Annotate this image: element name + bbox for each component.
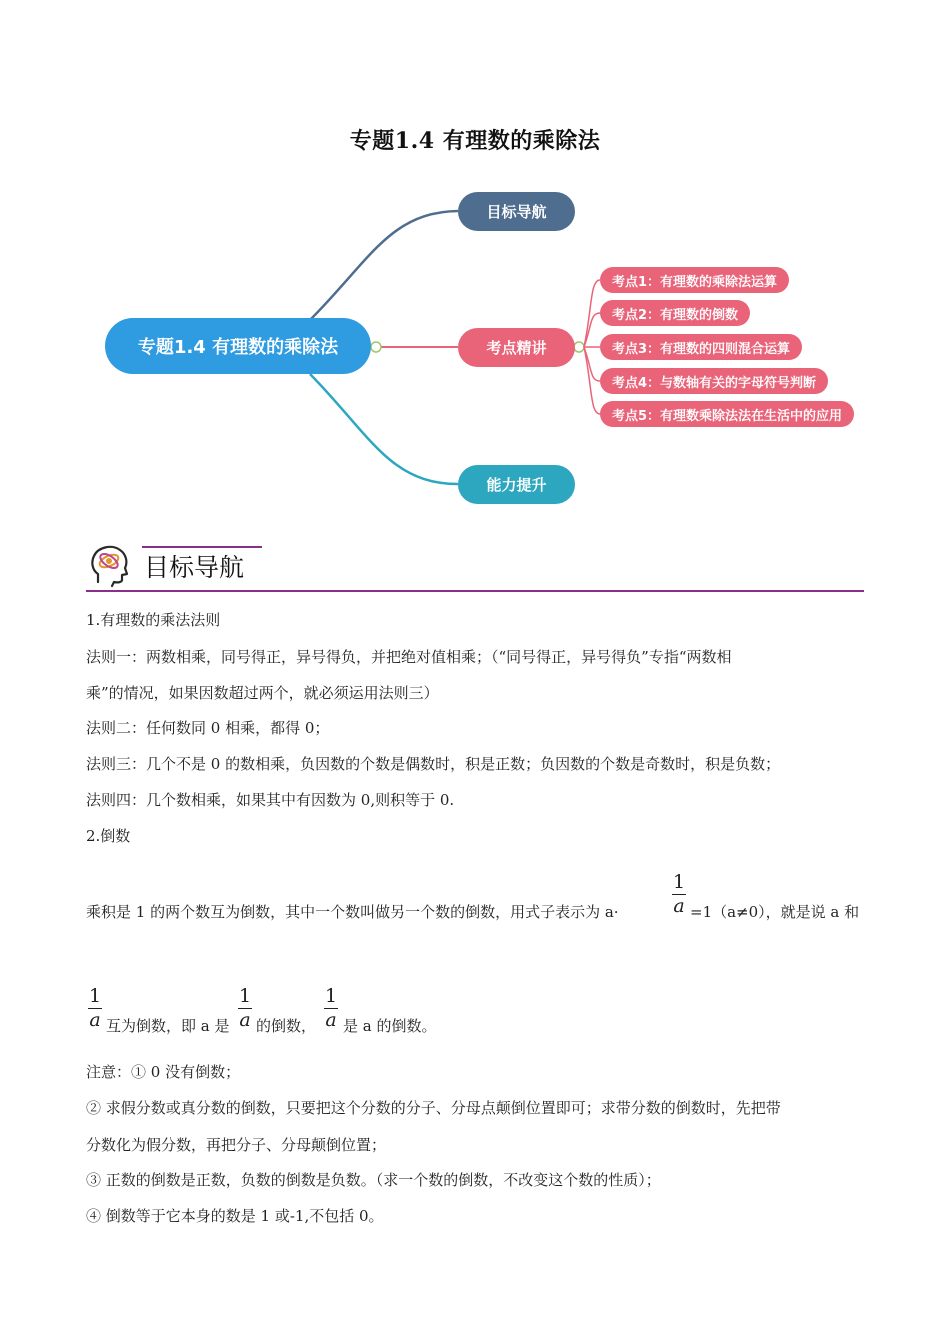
fraction-denominator: a: [89, 1009, 101, 1031]
fraction-one-over-a: [88, 986, 102, 1029]
heading-multiplication-rules: 1.有理数的乘法法则: [86, 611, 221, 629]
fraction-one-over-a: [324, 986, 338, 1029]
rule-1-line-1: 法则一：两数相乘，同号得正，异号得负，并把绝对值相乘；（“同号得正，异号得负”专指“两数相: [86, 648, 732, 666]
brain-head-icon: [88, 542, 134, 590]
mindmap-root-node[interactable]: 专题1.4 有理数的乘除法: [105, 318, 371, 374]
heading-reciprocal: 2.倒数: [86, 827, 131, 845]
mindmap-keypoint-2[interactable]: 考点2：有理数的倒数: [600, 300, 750, 326]
rule-2: 法则二：任何数同 0 相乘，都得 0；: [86, 719, 330, 737]
fraction-denominator: a: [239, 1009, 251, 1031]
fraction-numerator: 1: [672, 871, 686, 893]
fraction-denominator: a: [325, 1009, 337, 1031]
note-2-line-2: 分数化为假分数，再把分子、分母颠倒位置；: [86, 1136, 387, 1154]
section-header: [86, 540, 864, 594]
mindmap-branch-ability[interactable]: 能力提升: [458, 465, 575, 504]
fraction-numerator: 1: [238, 985, 252, 1007]
mindmap-keypoint-3[interactable]: 考点3：有理数的四则混合运算: [600, 334, 802, 360]
mindmap-keypoint-1[interactable]: 考点1：有理数的乘除法运算: [600, 267, 789, 293]
note-4: ④ 倒数等于它本身的数是 1 或-1,不包括 0。: [86, 1207, 384, 1225]
rule-3: 法则三：几个不是 0 的数相乘，负因数的个数是偶数时，积是正数；负因数的个数是奇数时，积是负数；: [86, 755, 781, 773]
note-1: 注意：① 0 没有倒数；: [86, 1063, 241, 1081]
reciprocal-expl-part-2: 的倒数，: [256, 1017, 317, 1035]
fraction-numerator: 1: [88, 985, 102, 1007]
fraction-one-over-a: [672, 872, 686, 915]
mindmap-keypoint-4[interactable]: 考点4：与数轴有关的字母符号判断: [600, 368, 828, 394]
note-2-line-1: ② 求假分数或真分数的倒数，只要把这个分数的分子、分母点颠倒位置即可；求带分数的倒数时，先把带: [86, 1099, 781, 1117]
document-title: 专题1.4 有理数的乘除法: [349, 128, 601, 154]
reciprocal-def-part-2: =1（a≠0），就是说 a 和: [690, 903, 860, 921]
mindmap-branch-keypoints[interactable]: 考点精讲: [458, 328, 575, 367]
fraction-numerator: 1: [324, 985, 338, 1007]
mindmap-branch-goal[interactable]: 目标导航: [458, 192, 575, 231]
section-title: 目标导航: [144, 553, 245, 582]
section-divider: [86, 590, 864, 592]
reciprocal-expl-part-1: 互为倒数，即 a 是: [106, 1017, 230, 1035]
rule-4: 法则四：几个数相乘，如果其中有因数为 0,则积等于 0.: [86, 791, 455, 809]
mind-map: [0, 180, 950, 520]
fraction-one-over-a: [238, 986, 252, 1029]
note-3: ③ 正数的倒数是正数，负数的倒数是负数。（求一个数的倒数，不改变这个数的性质）；: [86, 1171, 661, 1189]
reciprocal-expl-part-3: 是 a 的倒数。: [343, 1017, 437, 1035]
mindmap-keypoint-5[interactable]: 考点5：有理数乘除法法在生活中的应用: [600, 401, 854, 427]
rule-1-line-2: 乘”的情况，如果因数超过两个，就必须运用法则三）: [86, 684, 439, 702]
fraction-denominator: a: [673, 895, 685, 917]
reciprocal-def-part-1: 乘积是 1 的两个数互为倒数，其中一个数叫做另一个数的倒数，用式子表示为 a·: [86, 903, 619, 921]
